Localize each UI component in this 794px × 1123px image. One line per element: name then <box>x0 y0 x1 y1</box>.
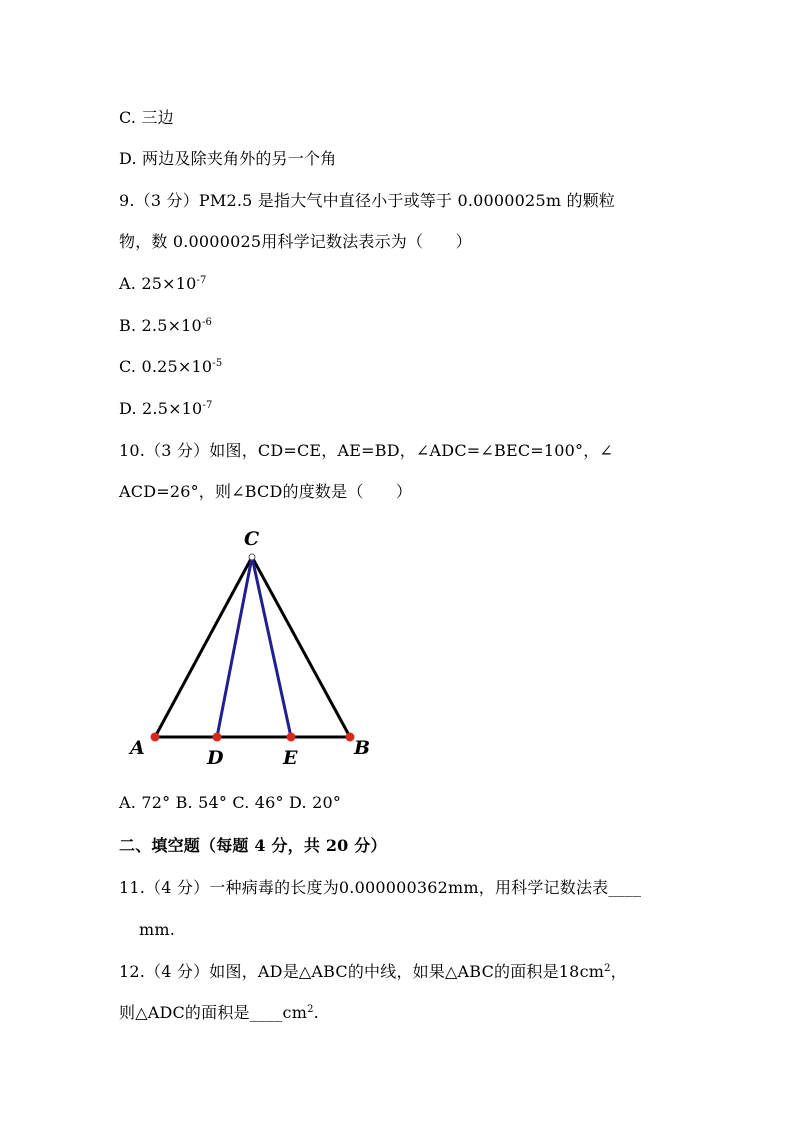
segment-cb <box>252 557 350 737</box>
label-b: B <box>354 737 371 759</box>
question-11-unit: mm. <box>139 920 176 939</box>
segment-ca <box>155 557 252 737</box>
point-c <box>249 554 255 560</box>
question-9-text-cont: 物，数 0.0000025用科学记数法表示为（ ） <box>119 232 472 251</box>
question-11-text: 11.（4 分）一种病毒的长度为0.000000362mm，用科学记数法表____ <box>119 878 642 897</box>
q10-options: A. 72° B. 54° C. 46° D. 20° <box>119 793 342 812</box>
section-heading: 二、填空题（每题 4 分，共 20 分） <box>119 836 387 855</box>
label-c: C <box>244 528 260 550</box>
question-9-text: 9.（3 分）PM2.5 是指大气中直径小于或等于 0.0000025m 的颗粒 <box>119 191 616 210</box>
label-e: E <box>283 747 298 769</box>
point-e <box>287 733 296 742</box>
triangle-figure <box>120 524 390 774</box>
point-a <box>151 733 160 742</box>
label-d: D <box>207 747 224 769</box>
question-10-text-cont: ACD=26°，则∠BCD的度数是（ ） <box>119 482 413 501</box>
point-d <box>213 733 222 742</box>
question-12-text: 12.（4 分）如图，AD是△ABC的中线，如果△ABC的面积是$18cm^2$， <box>119 962 627 981</box>
q9-option-b: B. $2.5\times 10^{-6}$ <box>119 316 213 335</box>
q9-option-c: C. $0.25\times 10^{-5}$ <box>119 357 223 376</box>
question-12-text-cont: 则△ADC的面积是$\_\_\_\_cm^2$. <box>119 1003 319 1022</box>
q9-option-d: D. $2.5\times 10^{-7}$ <box>119 399 213 418</box>
q9-option-a: A. $25\times 10^{-7}$ <box>119 274 207 293</box>
option-c-text: C. 三边 <box>119 108 174 127</box>
segment-ce <box>252 557 291 737</box>
label-a: A <box>130 737 145 759</box>
segment-cd <box>217 557 252 737</box>
option-d-text: D. 两边及除夹角外的另一个角 <box>119 149 337 168</box>
question-10-text: 10.（3 分）如图，CD=CE，AE=BD，∠ADC=∠BEC=100°，∠ <box>119 441 614 460</box>
triangle-diagram <box>120 524 390 774</box>
